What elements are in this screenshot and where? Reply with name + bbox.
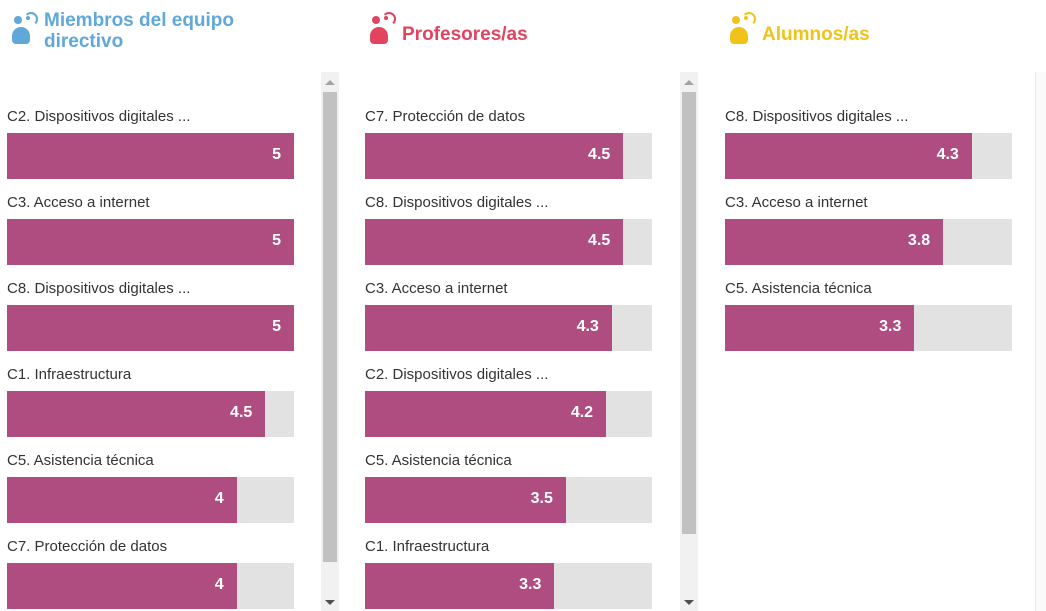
- item-label: C8. Dispositivos digitales ...: [7, 280, 191, 297]
- list-item: [358, 330, 658, 421]
- item-label: C5. Asistencia técnica: [365, 452, 512, 469]
- list-item: [0, 72, 300, 163]
- column-directivo: [0, 0, 340, 611]
- people-icon: [368, 10, 398, 46]
- list-item: [358, 416, 658, 507]
- people-icon: [728, 10, 758, 46]
- scroll-up-arrow[interactable]: [325, 80, 335, 85]
- column-header-alumnos: [728, 10, 870, 46]
- bar-value: 4.5: [588, 146, 611, 163]
- bar-value: 5: [272, 318, 281, 335]
- bar-value: 3.5: [530, 490, 553, 507]
- bar-value: 4.5: [588, 232, 611, 249]
- bar-value: 3.8: [907, 232, 931, 249]
- item-label: C1. Infraestructura: [7, 366, 132, 383]
- list-item: [0, 416, 300, 507]
- list-item: [0, 158, 300, 249]
- bar-fill: [365, 563, 554, 609]
- column-title: Profesores/as: [402, 24, 528, 45]
- list-item: [0, 502, 300, 593]
- list-item: [0, 330, 300, 421]
- bar-list-directivo: [0, 72, 300, 611]
- scroll-thumb[interactable]: [323, 92, 337, 562]
- list-item: [718, 244, 1018, 335]
- column-alumnos: [718, 0, 1035, 611]
- scrollbar-profesores[interactable]: [680, 72, 698, 611]
- column-title: Alumnos/as: [762, 24, 870, 45]
- item-label: C3. Acceso a internet: [365, 280, 508, 297]
- item-label: C8. Dispositivos digitales ...: [725, 108, 909, 125]
- bar-value: 5: [272, 146, 281, 163]
- bar-list-alumnos: [718, 72, 1018, 611]
- column-profesores: [358, 0, 698, 611]
- bar-value: 5: [272, 232, 281, 249]
- bar-value: 4.3: [936, 146, 959, 163]
- column-title: Miembros del equipo directivo: [44, 10, 235, 52]
- scroll-down-arrow[interactable]: [684, 600, 694, 605]
- scrollbar-directivo[interactable]: [321, 72, 339, 611]
- bar-value: 4.5: [230, 404, 253, 421]
- list-item: [0, 244, 300, 335]
- item-label: C1. Infraestructura: [365, 538, 490, 555]
- scroll-up-arrow[interactable]: [684, 80, 694, 85]
- item-label: C7. Protección de datos: [365, 108, 526, 125]
- bar-value: 4.3: [576, 318, 599, 335]
- list-item: [718, 158, 1018, 249]
- list-item: [358, 502, 658, 593]
- item-label: C5. Asistencia técnica: [725, 280, 872, 297]
- column-header-directivo: [10, 10, 234, 52]
- item-label: C5. Asistencia técnica: [7, 452, 154, 469]
- item-label: C2. Dispositivos digitales ...: [7, 108, 191, 125]
- bar-value: 4: [214, 490, 224, 507]
- bar-track: [725, 305, 1012, 351]
- bar-fill: [7, 563, 237, 609]
- item-label: C2. Dispositivos digitales ...: [365, 366, 549, 383]
- bar-value: 3.3: [519, 576, 542, 593]
- scroll-down-arrow[interactable]: [325, 600, 335, 605]
- bar-value: 3.3: [879, 318, 902, 335]
- bar-track: [7, 563, 294, 609]
- column-header-profesores: [368, 10, 528, 46]
- scroll-thumb[interactable]: [682, 92, 696, 534]
- item-label: C3. Acceso a internet: [7, 194, 150, 211]
- list-item: [358, 158, 658, 249]
- item-label: C7. Protección de datos: [7, 538, 168, 555]
- bar-fill: [725, 305, 914, 351]
- list-item: [358, 72, 658, 163]
- bar-value: 4.2: [570, 404, 594, 421]
- list-item: [718, 72, 1018, 163]
- scrollbar-alumnos[interactable]: [1035, 72, 1046, 611]
- bar-value: 4: [214, 576, 224, 593]
- list-item: [358, 244, 658, 335]
- item-label: C3. Acceso a internet: [725, 194, 868, 211]
- bar-list-profesores: [358, 72, 658, 611]
- item-label: C8. Dispositivos digitales ...: [365, 194, 549, 211]
- people-icon: [10, 10, 40, 46]
- bar-track: [365, 563, 652, 609]
